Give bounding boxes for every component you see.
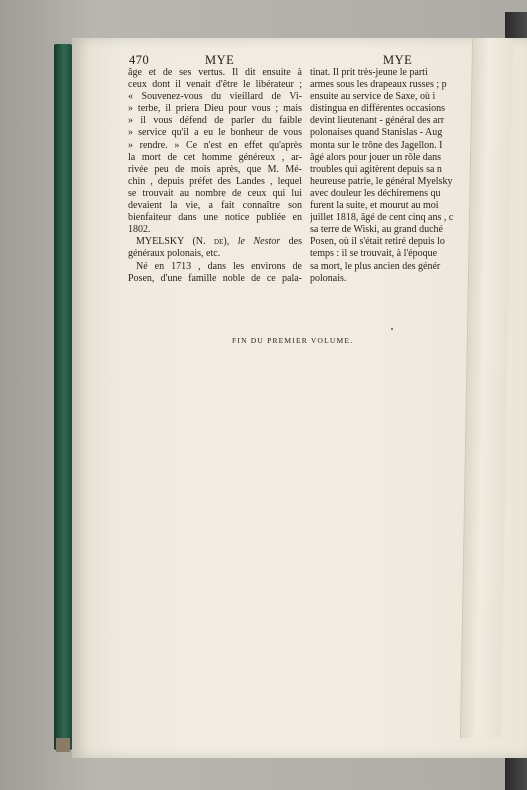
text-line: monta sur le trône des Jagellon. I (310, 139, 443, 151)
text-line: « Souvenez-vous du vieillard de Vi- (128, 91, 302, 103)
text-line: avec douleur les déchiremens qu (310, 187, 441, 199)
ink-speck (391, 328, 393, 330)
text-line: âgé alors pour jouer un rôle dans (310, 151, 442, 163)
text-line: âge et de ses vertus. Il dit ensuite à (128, 67, 302, 78)
entry-heading-line (128, 236, 302, 248)
text-line: la mort de cet homme généreux , ar- (128, 151, 302, 163)
right-column (310, 67, 470, 285)
text-line: sa mort, le plus ancien des génér (310, 260, 441, 272)
text-line: polonais. (310, 272, 347, 284)
text-line: Posen, d'une famille noble de ce pala- (128, 272, 302, 284)
text-line: Né en 1713 , dans les environs de (136, 260, 302, 272)
text-line: se trouvait au nombre de ceux qui lui (128, 187, 302, 199)
text-line: devaient la vie, a fait connaître son (128, 200, 302, 212)
text-line: polonaises quand Stanislas - Aug (310, 127, 443, 139)
text-line: tinat. Il prit très-jeune le parti (310, 67, 428, 78)
text-line: chin , depuis préfet des Landes , lequel (128, 175, 302, 187)
text-line: sa terre de Wiski, au grand duché (310, 224, 443, 236)
text-line: 1802. (128, 224, 151, 236)
text-line: armes sous les drapeaux russes ; p (310, 79, 447, 91)
left-column (128, 67, 302, 285)
entry-epithet: le Nestor (237, 236, 281, 248)
entry-name: MYELSKY (N. de), (136, 236, 230, 248)
text-line: » terbe, il priera Dieu pour vous ; mais (128, 103, 302, 115)
text-line: bienfaiteur dans une notice publiée en (128, 212, 302, 224)
text-line: rivée peu de mois après, que M. Mé- (128, 163, 302, 175)
text-line: juillet 1818, âgé de cent cinq ans , c (310, 212, 454, 224)
text-line: devint lieutenant - général des arr (310, 115, 445, 127)
running-header-left: MYE (205, 53, 235, 67)
cover-corner (56, 738, 70, 752)
text-line: distingua en différentes occasions (310, 103, 446, 115)
running-header-right: MYE (383, 53, 413, 67)
text-line: furent la suite, et mourut au moi (310, 200, 439, 212)
green-cover-edge (54, 44, 72, 750)
text-line: ceux dont il venait d'être le libérateur ; (128, 79, 302, 91)
text-line: temps : il se trouvait, à l'époque (310, 248, 438, 260)
entry-rest: des (288, 236, 302, 248)
text-line: » il vous défend de parler du faible (128, 115, 302, 127)
text-line: » service qu'il a eu le bonheur de vous (128, 127, 302, 139)
text-line: généraux polonais, etc. (128, 248, 221, 260)
end-of-volume-marker: FIN DU PREMIER VOLUME. (232, 336, 354, 345)
text-line: ensuite au service de Saxe, où i (310, 91, 436, 103)
page-number: 470 (129, 53, 150, 67)
text-line: troubles qui agitèrent depuis sa n (310, 163, 442, 175)
text-line: Posen, où il s'était retiré depuis lo (310, 236, 445, 248)
text-line: heureuse patrie, le général Myelsky (310, 175, 453, 187)
text-line: » rendre. » Ce n'est en effet qu'après (128, 139, 302, 151)
